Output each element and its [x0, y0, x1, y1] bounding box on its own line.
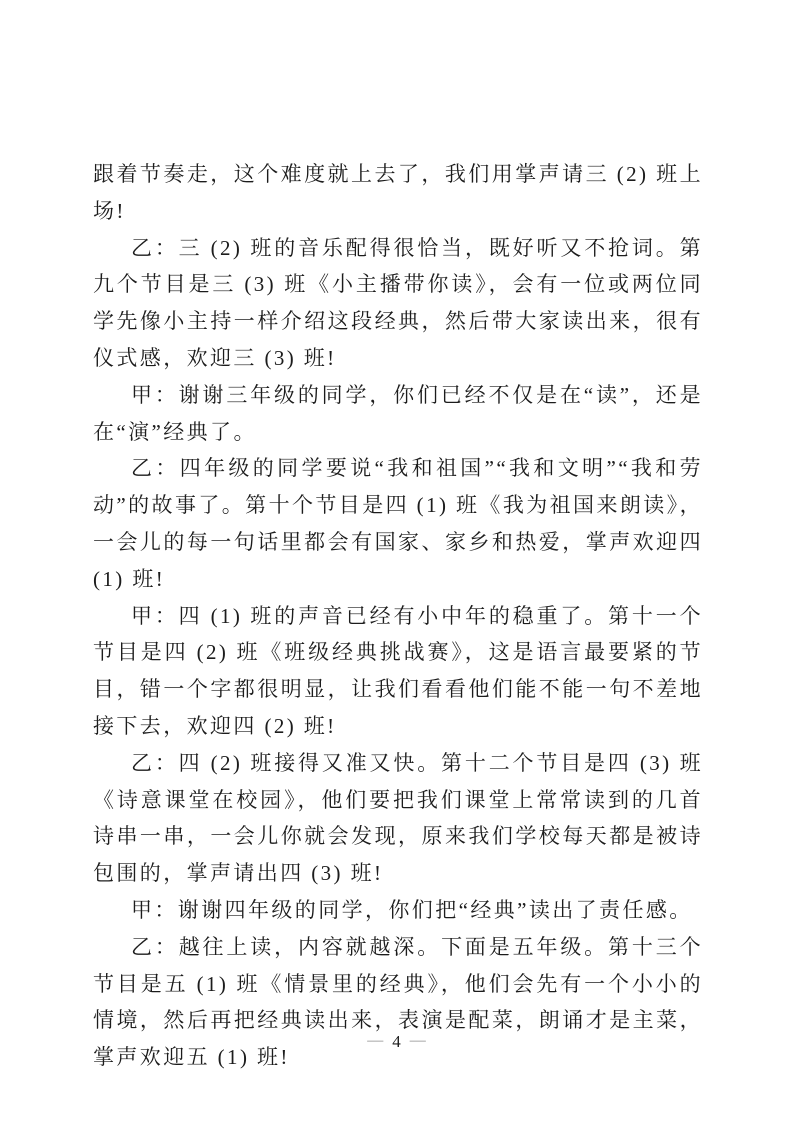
paragraph: 乙：三 (2) 班的音乐配得很恰当，既好听又不抢词。第九个节目是三 (3) 班《小主播带你读》，会有一位或两位同学先像小主持一样介绍这段经典，然后带大家读出来，很有仪式感，欢迎三 (3) 班! [93, 235, 703, 370]
paragraph: 甲：谢谢三年级的同学，你们已经不仅是在“读”，还是在“演”经典了。 [93, 382, 703, 444]
paragraph: 甲：谢谢四年级的同学，你们把“经典”读出了责任感。 [131, 897, 693, 922]
document-body [93, 156, 703, 1076]
page-number: 4 [392, 1032, 401, 1051]
paragraph: 跟着节奏走，这个难度就上去了，我们用掌声请三 (2) 班上场! [93, 162, 703, 223]
page-footer [0, 1031, 793, 1054]
paragraph: 乙：四年级的同学要说“我和祖国”“我和文明”“我和劳动”的故事了。第十个节目是四 (1) 班《我为祖国来朗读》，一会儿的每一句话里都会有国家、家乡和热爱，掌声欢迎四 (1) 班! [93, 456, 703, 591]
paragraph: 乙：越往上读，内容就越深。下面是五年级。第十三个节目是五 (1) 班《情景里的经典》，他们会先有一个小小的情境，然后再把经典读出来，表演是配菜，朗诵才是主菜，掌声欢迎五 (1) 班! [93, 934, 703, 1070]
paragraph: 乙：四 (2) 班接得又准又快。第十二个节目是四 (3) 班《诗意课堂在校园》，他们要把我们课堂上常常读到的几首诗串一串，一会儿你就会发现，原来我们学校每天都是被诗包围的，掌声请出四 (3) 班! [93, 750, 703, 886]
paragraph: 甲：四 (1) 班的声音已经有小中年的稳重了。第十一个节目是四 (2) 班《班级经典挑战赛》，这是语言最要紧的节目，错一个字都很明显，让我们看看他们能不能一句不差地接下去，欢迎四 (2) 班! [93, 603, 703, 738]
footer-dash-right: — [409, 1032, 426, 1049]
footer-dash-left: — [367, 1032, 384, 1049]
